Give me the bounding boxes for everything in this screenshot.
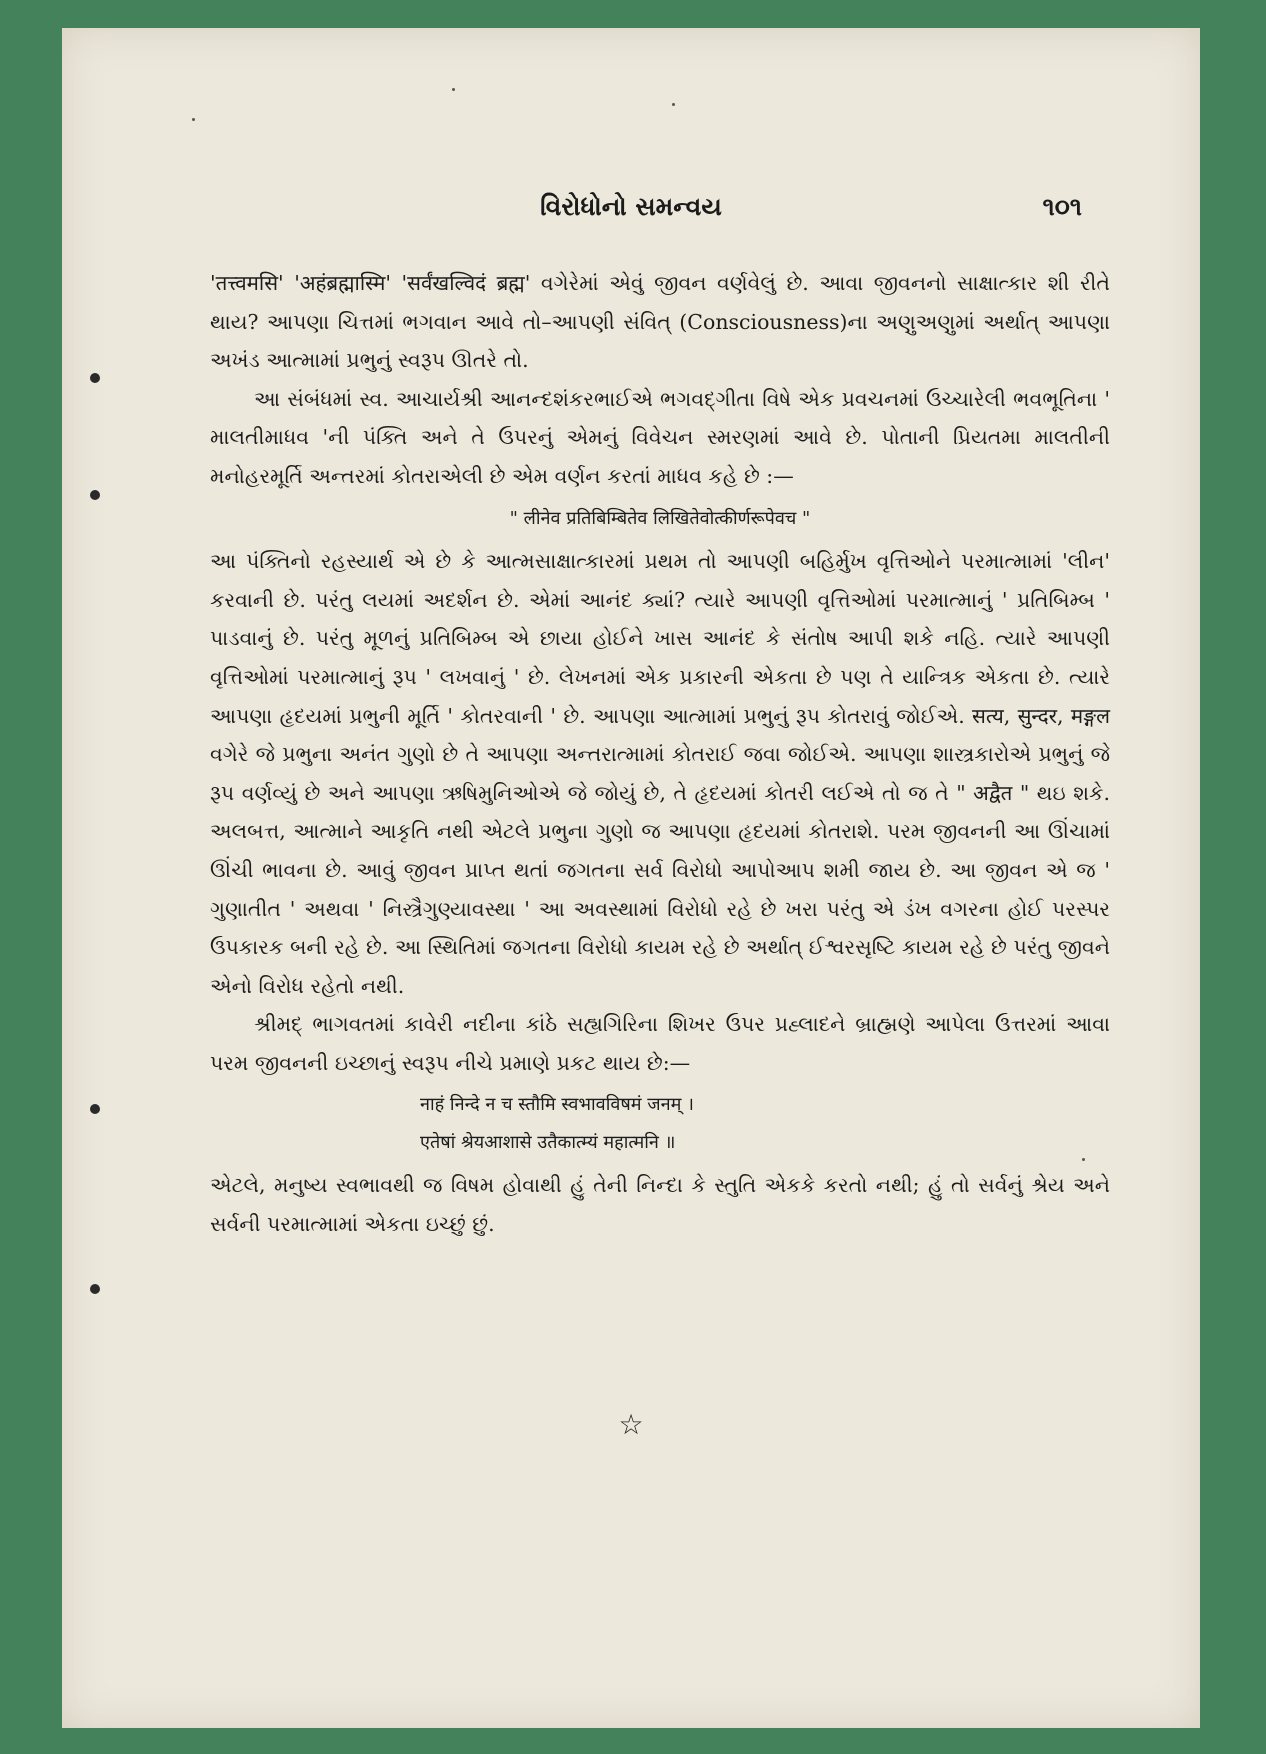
margin-dot [90, 1104, 100, 1114]
paragraph: આ પંક્તિનો રહસ્યાર્થ એ છે કે આત્મસાક્ષાત્કારમાં પ્રથમ તો આપણી બહિર્મુખ વૃત્તિઓને પરમાત્મામાં 'લીન' કરવાની છે. પરંતુ લયમાં અદર્શન છે. એમાં આનંદ ક્યાં? ત્યારે આપણી વૃત્તિઓમાં પરમાત્માનું ' પ્રતિબિમ્બ ' પાડવાનું છે. પરંતુ મૂળનું પ્રતિબિમ્બ એ છાયા હોઈને ખાસ આનંદ કે સંતોષ આપી શકે નહિ. ત્યારે આપણી વૃત્તિઓમાં પરમાત્માનું રૂપ ' લખવાનું ' છે. લેખનમાં એક પ્રકારની એકતા છે પણ તે યાન્ત્રિક એકતા છે. ત્યારે આપણા હૃદયમાં પ્રભુની મૂર્તિ ' કોતરવાની ' છે. આપણા આત્મામાં પ્રભુનું રૂપ કોતરાવું જોઈએ. सत्य, सुन्दर, मङ्गल વગેરે જે પ્રભુના અનંત ગુણો છે તે આપણા અન્તરાત્મામાં કોતરાઈ જવા જોઈએ. આપણા શાસ્ત્રકારોએ પ્રભુનું જે રૂપ વર્ણવ્યું છે અને આપણા ઋષિમુનિઓએ જે જોયું છે, તે હૃદયમાં કોતરી લઈએ તો જ તે " अद्वैत " થઇ શકે. અલબત્ત, આત્માને આકૃતિ નથી એટલે પ્રભુના ગુણો જ આપણા હૃદયમાં કોતરાશે. પરમ જીવનની આ ઊંચામાં ઊંચી ભાવના છે. આવું જીવન પ્રાપ્ત થતાં જગતના સર્વ વિરોધો આપોઆપ શમી જાય છે. આ જીવન એ જ ' ગુણાતીત ' અથવા ' નિસ્ત્રૈગુણ્યાવસ્થા ' આ અવસ્થામાં વિરોધો રહે છે ખરા પરંતુ એ ડંખ વગરના હોઈ પરસ્પર ઉપકારક બની રહે છે. આ સ્થિતિમાં જગતના વિરોધો કાયમ રહે છે અર્થાત્ ઈશ્વરસૃષ્ટિ કાયમ રહે છે પરંતુ જીવને એનો વિરોધ રહેતો નથી. [210, 549, 1110, 998]
sanskrit-verse [210, 1086, 1110, 1162]
page-header [62, 178, 1200, 238]
margin-dot [90, 1284, 100, 1294]
margin-dot [90, 373, 100, 383]
page-number: ૧૦૧ [1042, 192, 1082, 221]
running-title: વિરોધોનો સમન્વય [540, 192, 722, 221]
paper-speck [672, 103, 675, 106]
book-page [62, 28, 1200, 1728]
paragraph: આ સંબંધમાં સ્વ. આચાર્યશ્રી આનન્દશંકરભાઈએ ભગવદ્ગીતા વિષે એક પ્રવચનમાં ઉચ્ચારેલી ભવભૂતિના ' માલતીમાધવ 'ની પંક્તિ અને તે ઉપરનું એમનું વિવેચન સ્મરણમાં આવે છે. પોતાની પ્રિયતમા માલતીની મનોહરમૂર્તિ અન્તરમાં કોતરાએલી છે એમ વર્ણન કરતાં માધવ કહે છે :— [210, 386, 1110, 488]
paragraph: એટલે, મનુષ્ય સ્વભાવથી જ વિષમ હોવાથી હું તેની નિન્દા કે સ્તુતિ એકકે કરતો નથી; હું તો સર્વનું શ્રેય અને સર્વની પરમાત્મામાં એકતા ઇચ્છું છું. [210, 1173, 1110, 1237]
verse-line: नाहं निन्दे न च स्तौमि स्वभावविषमं जनम् । [420, 1094, 694, 1116]
paragraph: 'तत्त्वमसि' 'अहंब्रह्मास्मि' 'सर्वंखल्विदं ब्रह्म' વગેરેમાં એવું જીવન વર્ણવેલું છે. આવા જીવનનો સાક્ષાત્કાર શી રીતે થાય? આપણા ચિત્તમાં ભગવાન આવે તો–આપણી સંવિત્ (Consciousness)ના અણુઅણુમાં અર્થાત્ આપણા અખંડ આત્મામાં પ્રભુનું સ્વરૂપ ઊતરે તો. [210, 271, 1110, 373]
verse-line: एतेषां श्रेयआशासे उतैकात्म्यं महात्मनि ॥ [420, 1132, 676, 1154]
paper-speck [452, 88, 455, 91]
star-ornament-icon: ☆ [618, 1408, 644, 1441]
paragraph: શ્રીમદ્ ભાગવતમાં કાવેરી નદીના કાંઠે સહ્યગિરિના શિખર ઉપર પ્રહ્લાદને બ્રાહ્મણે આપેલા ઉત્તરમાં આવા પરમ જીવનની ઇચ્છાનું સ્વરૂપ નીચે પ્રમાણે પ્રકટ થાય છે:— [210, 1012, 1110, 1075]
sanskrit-quote: " लीनेव प्रतिबिम्बितेव लिखितेवोत्कीर्णरूपेवच " [509, 507, 811, 529]
margin-dot [90, 490, 100, 500]
page-body [210, 264, 1110, 1244]
paper-speck [192, 118, 195, 121]
